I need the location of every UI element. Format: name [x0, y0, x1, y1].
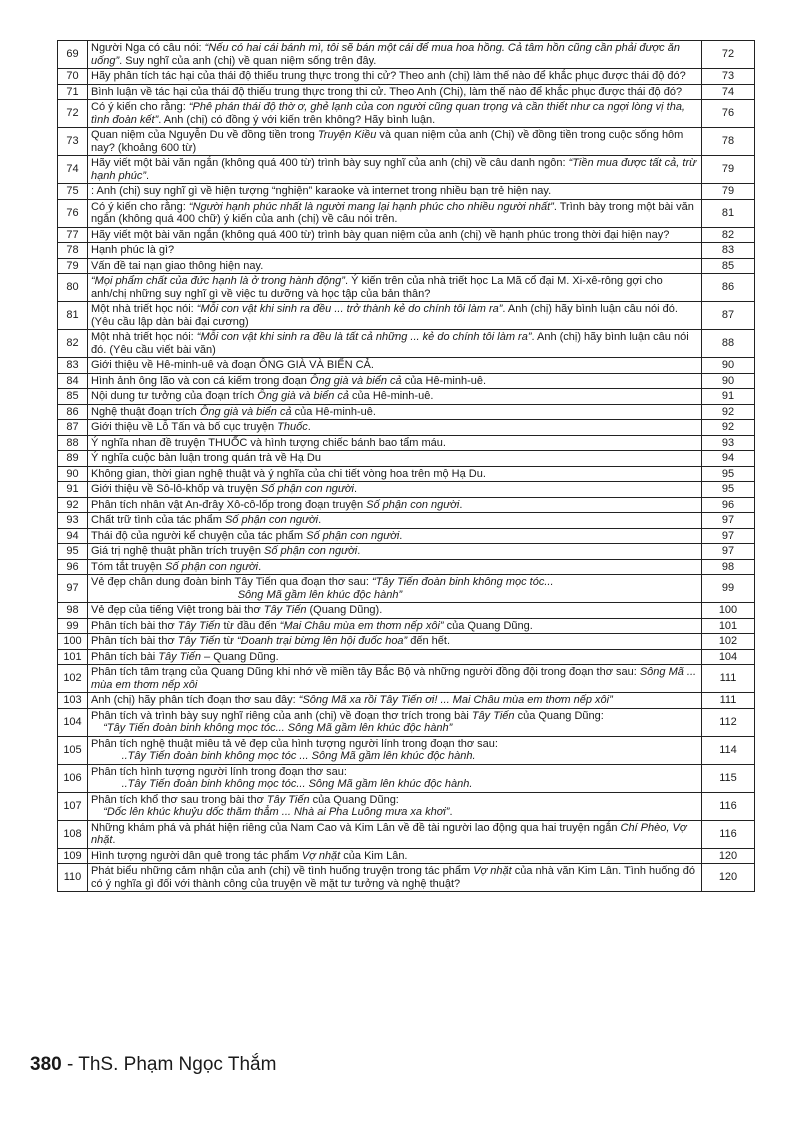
row-number: 73 [58, 128, 88, 156]
row-title: Phân tích bài thơ Tây Tiến từ “Doanh trại bừng lên hội đuốc hoa” đến hết. [88, 634, 702, 650]
row-number: 77 [58, 227, 88, 243]
row-page: 115 [702, 764, 755, 792]
table-row [58, 864, 755, 892]
table-row [58, 820, 755, 848]
row-page: 94 [702, 451, 755, 467]
row-page: 95 [702, 466, 755, 482]
row-page: 92 [702, 404, 755, 420]
row-page: 92 [702, 420, 755, 436]
row-number: 95 [58, 544, 88, 560]
row-title: Một nhà triết học nói: “Mỗi con vật khi sinh ra đều ... trở thành kẻ do chính tôi làm ra”. Anh (chị) hãy bình luận câu nói đó. (Yêu cầu lập dàn bài đại cương) [88, 302, 702, 330]
row-title: Có ý kiến cho rằng: “Người hạnh phúc nhất là người mang lại hạnh phúc cho nhiều người nhất”. Trình bày trong một bài văn ngắn (không quá 400 chữ) ý kiến của anh (chị) về câu nói trên. [88, 199, 702, 227]
table-row [58, 389, 755, 405]
table-row [58, 258, 755, 274]
row-page: 91 [702, 389, 755, 405]
row-title: Chất trữ tình của tác phẩm Số phận con người. [88, 513, 702, 529]
row-title: Nội dung tư tưởng của đoạn trích Ông già và biển cả của Hê-minh-uê. [88, 389, 702, 405]
row-number: 98 [58, 603, 88, 619]
table-row [58, 559, 755, 575]
row-page: 97 [702, 513, 755, 529]
row-number: 100 [58, 634, 88, 650]
row-title: Phát biểu những cảm nhận của anh (chị) về tình huống truyện trong tác phẩm Vợ nhặt của nhà văn Kim Lân. Tình huống đó có ý nghĩa gì đối với thành công của truyện về mặt tư tưởng và nghệ thuật? [88, 864, 702, 892]
table-row [58, 451, 755, 467]
row-number: 89 [58, 451, 88, 467]
row-title: Phân tích hình tượng người lính trong đoạn thơ sau: ..Tây Tiến đoàn binh không mọc tóc... Sông Mã gầm lên khúc độc hành. [88, 764, 702, 792]
row-title: Phân tích bài Tây Tiến – Quang Dũng. [88, 649, 702, 665]
row-title: Vẻ đẹp của tiếng Việt trong bài thơ Tây Tiến (Quang Dũng). [88, 603, 702, 619]
row-number: 88 [58, 435, 88, 451]
row-number: 78 [58, 243, 88, 259]
row-title: : Anh (chị) suy nghĩ gì về hiện tượng “nghiện” karaoke và internet trong nhiều bạn trẻ hiện nay. [88, 184, 702, 200]
row-number: 69 [58, 41, 88, 69]
row-number: 93 [58, 513, 88, 529]
table-row [58, 848, 755, 864]
row-title: Những khám phá và phát hiện riêng của Nam Cao và Kim Lân về đề tài người lao động qua hai truyện ngắn Chí Phèo, Vợ nhặt. [88, 820, 702, 848]
row-title: Vẻ đẹp chân dung đoàn binh Tây Tiến qua đoạn thơ sau: “Tây Tiến đoàn binh không mọc tóc... Sông Mã gầm lên khúc độc hành” [88, 575, 702, 603]
row-page: 95 [702, 482, 755, 498]
row-title: Tóm tắt truyện Số phận con người. [88, 559, 702, 575]
table-row [58, 649, 755, 665]
row-page: 81 [702, 199, 755, 227]
row-page: 97 [702, 528, 755, 544]
row-page: 116 [702, 820, 755, 848]
row-title: Giới thiệu về Hê-minh-uê và đoạn ÔNG GIÀ VÀ BIỂN CẢ. [88, 358, 702, 374]
row-page: 104 [702, 649, 755, 665]
row-title: Giới thiệu về Sô-lô-khốp và truyện Số phận con người. [88, 482, 702, 498]
row-number: 103 [58, 693, 88, 709]
table-row [58, 736, 755, 764]
row-title: Phân tích nhân vật An-đrây Xô-cô-lốp trong đoạn truyện Số phận con người. [88, 497, 702, 513]
row-title: Bình luận về tác hại của thái độ thiếu trung thực trong thi cử. Theo Anh (Chị), làm thế nào để khắc phục được thái độ đó? [88, 84, 702, 100]
row-page: 98 [702, 559, 755, 575]
row-title: Hãy viết một bài văn ngắn (không quá 400 từ) trình bày suy nghĩ của anh (chị) về câu danh ngôn: “Tiền mua được tất cả, trừ hạnh phúc”. [88, 156, 702, 184]
table-row [58, 792, 755, 820]
row-number: 107 [58, 792, 88, 820]
row-number: 101 [58, 649, 88, 665]
row-page: 99 [702, 575, 755, 603]
row-page: 86 [702, 274, 755, 302]
row-title: Giới thiệu về Lỗ Tấn và bố cục truyện Thuốc. [88, 420, 702, 436]
row-title: Phân tích và trình bày suy nghĩ riêng của anh (chị) về đoạn thơ trích trong bài Tây Tiến của Quang Dũng: “Tây Tiến đoàn binh không mọc tóc... Sông Mã gầm lên khúc độc hành” [88, 708, 702, 736]
row-page: 90 [702, 373, 755, 389]
row-number: 96 [58, 559, 88, 575]
row-page: 78 [702, 128, 755, 156]
row-title: Một nhà triết học nói: “Mỗi con vật khi sinh ra đều là tất cả những ... kẻ do chính tôi làm ra”. Anh (chị) hãy bình luận câu nói đó. (Yêu cầu viết bài văn) [88, 330, 702, 358]
row-number: 71 [58, 84, 88, 100]
row-title: Phân tích khổ thơ sau trong bài thơ Tây Tiến của Quang Dũng: “Dốc lên khúc khuỷu dốc thăm thẳm ... Nhà ai Pha Luông mưa xa khơi”. [88, 792, 702, 820]
row-page: 101 [702, 618, 755, 634]
row-title: Phân tích bài thơ Tây Tiến từ đầu đến “Mai Châu mùa em thơm nếp xôi” của Quang Dũng. [88, 618, 702, 634]
row-number: 74 [58, 156, 88, 184]
row-title: Ý nghĩa cuộc bàn luận trong quán trà về Hạ Du [88, 451, 702, 467]
table-row [58, 513, 755, 529]
row-page: 73 [702, 69, 755, 85]
row-number: 109 [58, 848, 88, 864]
table-row [58, 497, 755, 513]
table-row [58, 693, 755, 709]
table-row [58, 544, 755, 560]
row-title: Hãy phân tích tác hại của thái độ thiếu trung thực trong thi cử? Theo anh (chị) làm thế nào để khắc phục được thái độ đó? [88, 69, 702, 85]
row-page: 114 [702, 736, 755, 764]
row-number: 87 [58, 420, 88, 436]
row-number: 110 [58, 864, 88, 892]
row-page: 88 [702, 330, 755, 358]
row-number: 94 [58, 528, 88, 544]
row-number: 86 [58, 404, 88, 420]
table-row [58, 482, 755, 498]
row-page: 116 [702, 792, 755, 820]
row-page: 74 [702, 84, 755, 100]
row-title: Ý nghĩa nhan đề truyện THUỐC và hình tượng chiếc bánh bao tẩm máu. [88, 435, 702, 451]
table-row [58, 184, 755, 200]
table-row [58, 100, 755, 128]
table-row [58, 466, 755, 482]
row-title: Quan niệm của Nguyễn Du về đồng tiền trong Truyện Kiều và quan niệm của anh (Chị) về đồng tiền trong cuộc sống hôm nay? (khoảng 600 từ) [88, 128, 702, 156]
footer-author: - ThS. Phạm Ngọc Thắm [61, 1054, 277, 1075]
row-page: 111 [702, 665, 755, 693]
toc-table [57, 40, 755, 892]
table-row [58, 128, 755, 156]
row-number: 106 [58, 764, 88, 792]
table-row [58, 665, 755, 693]
table-row [58, 404, 755, 420]
row-title: Nghệ thuật đoạn trích Ông già và biển cả của Hê-minh-uê. [88, 404, 702, 420]
row-page: 111 [702, 693, 755, 709]
row-title: “Mọi phẩm chất của đức hạnh là ở trong hành động”. Ý kiến trên của nhà triết học La Mã cổ đại M. Xi-xê-rông gợi cho anh/chị những suy nghĩ gì về việc tu dưỡng và học tập của bản thân? [88, 274, 702, 302]
row-page: 90 [702, 358, 755, 374]
row-number: 85 [58, 389, 88, 405]
table-row [58, 199, 755, 227]
row-page: 82 [702, 227, 755, 243]
row-page: 100 [702, 603, 755, 619]
row-title: Người Nga có câu nói: “Nếu có hai cái bánh mì, tôi sẽ bán một cái để mua hoa hồng. Cả tâm hồn cũng cần phải được ăn uống”. Suy nghĩ của anh (chị) về quan niệm sống trên đây. [88, 41, 702, 69]
table-row [58, 603, 755, 619]
row-title: Hạnh phúc là gì? [88, 243, 702, 259]
row-number: 108 [58, 820, 88, 848]
table-row [58, 156, 755, 184]
row-title: Phân tích nghệ thuật miêu tả vẻ đẹp của hình tượng người lính trong đoạn thơ sau: ..Tây Tiến đoàn binh không mọc tóc ... Sông Mã gầm lên khúc độc hành. [88, 736, 702, 764]
row-number: 97 [58, 575, 88, 603]
row-page: 120 [702, 848, 755, 864]
row-page: 112 [702, 708, 755, 736]
row-page: 79 [702, 184, 755, 200]
row-number: 80 [58, 274, 88, 302]
row-title: Hãy viết một bài văn ngắn (không quá 400 từ) trình bày quan niệm của anh (chị) về hạnh phúc trong thời đại hiện nay? [88, 227, 702, 243]
row-page: 93 [702, 435, 755, 451]
table-row [58, 302, 755, 330]
row-title: Hình tượng người dân quê trong tác phẩm Vợ nhặt của Kim Lân. [88, 848, 702, 864]
row-number: 92 [58, 497, 88, 513]
row-title: Thái độ của người kể chuyện của tác phẩm Số phận con người. [88, 528, 702, 544]
row-title: Phân tích tâm trạng của Quang Dũng khi nhớ về miền tây Bắc Bộ và những người đồng đội trong đoạn thơ sau: Sông Mã ... mùa em thơm nếp xôi [88, 665, 702, 693]
row-title: Không gian, thời gian nghệ thuật và ý nghĩa của chi tiết vòng hoa trên mộ Hạ Du. [88, 466, 702, 482]
row-number: 90 [58, 466, 88, 482]
table-row [58, 69, 755, 85]
row-page: 97 [702, 544, 755, 560]
table-row [58, 330, 755, 358]
table-row [58, 41, 755, 69]
table-row [58, 764, 755, 792]
table-row [58, 243, 755, 259]
page-number: 380 [30, 1054, 62, 1075]
table-row [58, 274, 755, 302]
row-page: 120 [702, 864, 755, 892]
row-number: 82 [58, 330, 88, 358]
row-page: 72 [702, 41, 755, 69]
table-row [58, 227, 755, 243]
table-row [58, 575, 755, 603]
row-page: 87 [702, 302, 755, 330]
row-number: 105 [58, 736, 88, 764]
row-page: 85 [702, 258, 755, 274]
row-number: 75 [58, 184, 88, 200]
row-number: 83 [58, 358, 88, 374]
row-page: 83 [702, 243, 755, 259]
row-number: 104 [58, 708, 88, 736]
row-number: 102 [58, 665, 88, 693]
table-row [58, 84, 755, 100]
table-row [58, 420, 755, 436]
table-row [58, 435, 755, 451]
row-title: Có ý kiến cho rằng: “Phê phán thái độ thờ ơ, ghẻ lạnh của con người cũng quan trọng và cần thiết như ca ngợi lòng vị tha, tình đoàn kết”. Anh (chị) có đồng ý với kiến trên không? Hãy bình luận. [88, 100, 702, 128]
row-title: Anh (chị) hãy phân tích đoạn thơ sau đây: “Sông Mã xa rồi Tây Tiến ơi! ... Mai Châu mùa em thơm nếp xôi” [88, 693, 702, 709]
row-page: 79 [702, 156, 755, 184]
row-page: 102 [702, 634, 755, 650]
row-number: 70 [58, 69, 88, 85]
row-number: 91 [58, 482, 88, 498]
row-number: 81 [58, 302, 88, 330]
row-page: 76 [702, 100, 755, 128]
row-title: Hình ảnh ông lão và con cá kiếm trong đoạn Ông già và biển cả của Hê-minh-uê. [88, 373, 702, 389]
toc-body [58, 41, 755, 892]
table-row [58, 708, 755, 736]
row-number: 99 [58, 618, 88, 634]
page-footer [30, 1054, 276, 1076]
row-number: 72 [58, 100, 88, 128]
row-number: 84 [58, 373, 88, 389]
row-page: 96 [702, 497, 755, 513]
table-row [58, 358, 755, 374]
row-number: 79 [58, 258, 88, 274]
table-row [58, 528, 755, 544]
table-row [58, 618, 755, 634]
row-title: Giá trị nghệ thuật phần trích truyện Số phận con người. [88, 544, 702, 560]
table-row [58, 634, 755, 650]
table-row [58, 373, 755, 389]
row-title: Vấn đề tai nạn giao thông hiện nay. [88, 258, 702, 274]
row-number: 76 [58, 199, 88, 227]
